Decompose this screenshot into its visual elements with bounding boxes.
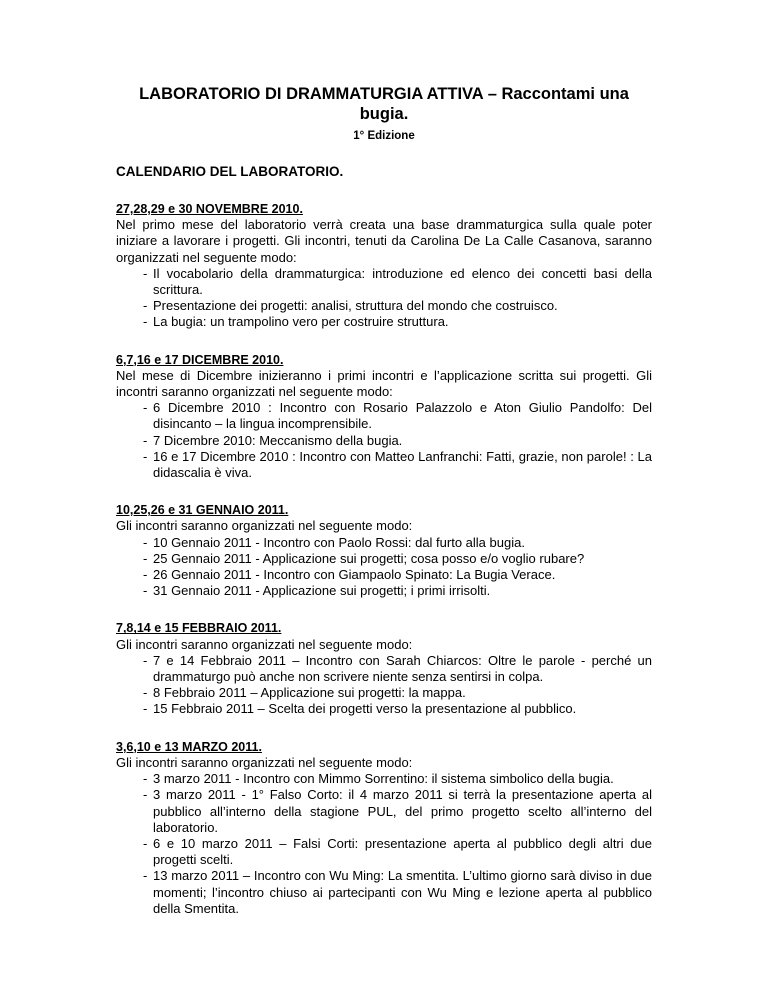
calendar-heading: CALENDARIO DEL LABORATORIO. bbox=[116, 164, 344, 179]
bullet-dash: - bbox=[143, 771, 148, 787]
calendar-section bbox=[116, 352, 652, 482]
section-intro: Gli incontri saranno organizzati nel seguente modo: bbox=[116, 518, 413, 534]
list-item bbox=[116, 685, 652, 701]
list-item-text: 25 Gennaio 2011 - Applicazione sui progetti; cosa posso e/o voglio rubare? bbox=[153, 550, 585, 566]
section-item-list bbox=[116, 266, 652, 331]
list-item bbox=[116, 449, 652, 481]
bullet-dash: - bbox=[143, 835, 148, 851]
list-item bbox=[116, 771, 652, 787]
section-intro: Nel mese di Dicembre inizieranno i primi incontri e l’applicazione scritta sui progetti. Gli incontri saranno organizzati nel seguente modo: bbox=[116, 367, 652, 400]
calendar-sections bbox=[116, 201, 652, 917]
list-item-text: La bugia: un trampolino vero per costruire struttura. bbox=[153, 314, 449, 330]
calendar-section bbox=[116, 201, 652, 331]
list-item-text: 7 Dicembre 2010: Meccanismo della bugia. bbox=[153, 432, 403, 448]
list-item-text: 31 Gennaio 2011 - Applicazione sui progetti; i primi irrisolti. bbox=[153, 583, 491, 599]
section-intro: Gli incontri saranno organizzati nel seguente modo: bbox=[116, 754, 413, 770]
edition-label: 1° Edizione bbox=[353, 130, 415, 142]
section-item-list bbox=[116, 771, 652, 917]
section-item-list bbox=[116, 400, 652, 481]
calendar-section bbox=[116, 620, 652, 717]
list-item-text: 7 e 14 Febbraio 2011 – Incontro con Sarah Chiarcos: Oltre le parole - perché un drammaturgo può anche non scrivere niente senza sentirsi in colpa. bbox=[153, 652, 652, 685]
list-item bbox=[116, 653, 652, 685]
list-item-text: 6 e 10 marzo 2011 – Falsi Corti: presentazione aperta al pubblico degli altri due progetti scelti. bbox=[153, 835, 652, 868]
list-item bbox=[116, 836, 652, 868]
list-item-text: 8 Febbraio 2011 – Applicazione sui progetti: la mappa. bbox=[153, 685, 466, 701]
list-item bbox=[116, 298, 652, 314]
list-item-text: 13 marzo 2011 – Incontro con Wu Ming: La smentita. L’ultimo giorno sarà diviso in due momenti; l’incontro chiuso ai partecipanti con Wu Ming e lezione aperta al pubblico della Smentita. bbox=[153, 868, 652, 916]
section-date-heading: 10,25,26 e 31 GENNAIO 2011. bbox=[116, 503, 289, 518]
calendar-section bbox=[116, 739, 652, 917]
bullet-dash: - bbox=[143, 448, 148, 464]
bullet-dash: - bbox=[143, 314, 148, 330]
section-date-heading: 27,28,29 e 30 NOVEMBRE 2010. bbox=[116, 202, 303, 216]
list-item bbox=[116, 400, 652, 432]
bullet-dash: - bbox=[143, 583, 148, 599]
bullet-dash: - bbox=[143, 685, 148, 701]
list-item-text: 15 Febbraio 2011 – Scelta dei progetti verso la presentazione al pubblico. bbox=[153, 701, 577, 717]
list-item bbox=[116, 701, 652, 717]
bullet-dash: - bbox=[143, 701, 148, 717]
list-item bbox=[116, 868, 652, 917]
section-date-heading: 6,7,16 e 17 DICEMBRE 2010. bbox=[116, 352, 284, 367]
list-item bbox=[116, 535, 652, 551]
bullet-dash: - bbox=[143, 652, 148, 668]
list-item-text: 3 marzo 2011 - Incontro con Mimmo Sorrentino: il sistema simbolico della bugia. bbox=[153, 771, 614, 787]
calendar-section bbox=[116, 502, 652, 599]
section-date-heading: 7,8,14 e 15 FEBBRAIO 2011. bbox=[116, 621, 282, 636]
list-item bbox=[116, 567, 652, 583]
section-date-heading: 3,6,10 e 13 MARZO 2011. bbox=[116, 739, 262, 754]
list-item bbox=[116, 266, 652, 298]
bullet-dash: - bbox=[143, 868, 148, 884]
bullet-dash: - bbox=[143, 567, 148, 583]
section-intro: Nel primo mese del laboratorio verrà creata una base drammaturgica sulla quale poter iniziare a lavorare i progetti. Gli incontri, tenuti da Carolina De La Calle Casanova, saranno organizzati nel seguente modo: bbox=[116, 217, 652, 265]
list-item-text: 10 Gennaio 2011 - Incontro con Paolo Rossi: dal furto alla bugia. bbox=[153, 534, 525, 550]
bullet-dash: - bbox=[143, 534, 148, 550]
section-item-list bbox=[116, 535, 652, 600]
list-item bbox=[116, 433, 652, 449]
bullet-dash: - bbox=[143, 400, 148, 416]
list-item-text: 16 e 17 Dicembre 2010 : Incontro con Matteo Lanfranchi: Fatti, grazie, non parole! : La didascalia è viva. bbox=[153, 448, 652, 481]
bullet-dash: - bbox=[143, 298, 148, 314]
section-item-list bbox=[116, 653, 652, 718]
list-item bbox=[116, 314, 652, 330]
list-item bbox=[116, 583, 652, 599]
bullet-dash: - bbox=[143, 265, 148, 281]
list-item-text: 3 marzo 2011 - 1° Falso Corto: il 4 marzo 2011 si terrà la presentazione aperta al pubblico all’interno della stagione PUL, del primo progetto scelto all’interno del laboratorio. bbox=[153, 787, 652, 835]
list-item bbox=[116, 787, 652, 836]
list-item bbox=[116, 551, 652, 567]
bullet-dash: - bbox=[143, 550, 148, 566]
list-item-text: Il vocabolario della drammaturgica: introduzione ed elenco dei concetti basi della scrittura. bbox=[153, 265, 652, 298]
bullet-dash: - bbox=[143, 787, 148, 803]
list-item-text: Presentazione dei progetti: analisi, struttura del mondo che costruisco. bbox=[153, 298, 558, 314]
bullet-dash: - bbox=[143, 432, 148, 448]
list-item-text: 6 Dicembre 2010 : Incontro con Rosario Palazzolo e Aton Giulio Pandolfo: Del disincanto – la lingua incomprensibile. bbox=[153, 400, 652, 432]
list-item-text: 26 Gennaio 2011 - Incontro con Giampaolo Spinato: La Bugia Verace. bbox=[153, 567, 556, 583]
document-title: LABORATORIO DI DRAMMATURGIA ATTIVA – Raccontami una bugia. bbox=[139, 85, 629, 123]
section-intro: Gli incontri saranno organizzati nel seguente modo: bbox=[116, 636, 413, 652]
